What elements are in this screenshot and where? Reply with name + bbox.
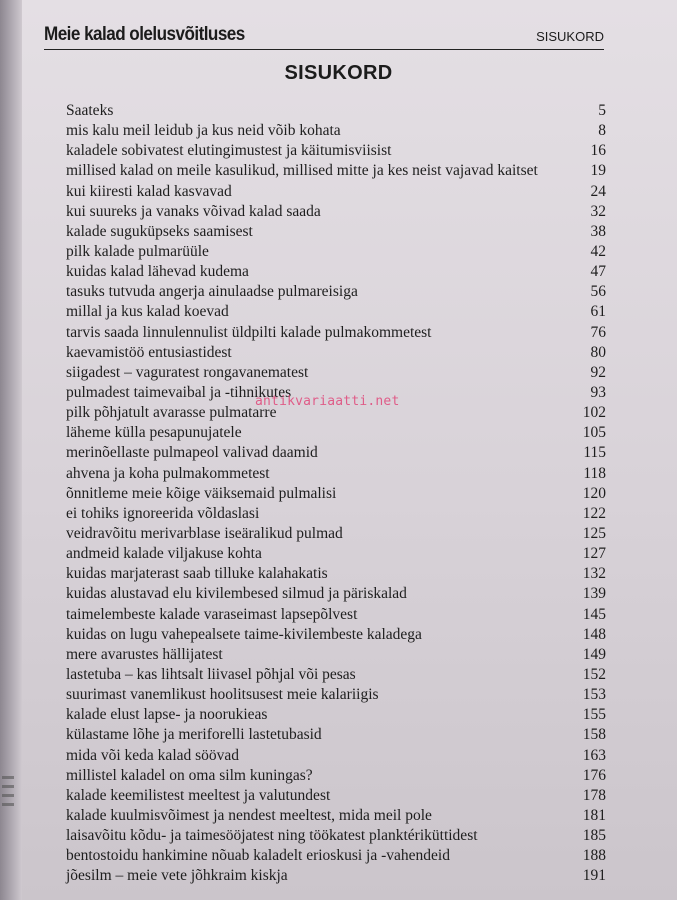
toc-entry-title: lastetuba – kas lihtsalt liivasel põhjal või pesas xyxy=(66,665,356,683)
page-title: SISUKORD xyxy=(284,62,393,84)
toc-entry xyxy=(66,484,606,504)
toc-entry-title: ei tohiks ignoreerida võldaslasi xyxy=(66,504,260,522)
toc-entry-page-number: 158 xyxy=(582,726,606,744)
toc-entry-page-number: 139 xyxy=(582,585,606,603)
toc-entry xyxy=(66,302,606,322)
toc-entry-title: kui kiiresti kalad kasvavad xyxy=(66,182,232,200)
toc-entry xyxy=(66,262,606,282)
running-header xyxy=(44,22,604,50)
toc-entry-page-number: 105 xyxy=(582,424,606,442)
toc-entry-page-number: 152 xyxy=(582,665,606,683)
toc-entry-title: kalade kuulmisvõimest ja nendest meeltest, mida meil pole xyxy=(66,806,432,824)
toc-entry-page-number: 92 xyxy=(590,363,606,381)
toc-entry xyxy=(66,806,606,826)
toc-entry xyxy=(66,846,606,866)
toc-entry-title: pilk kalade pulmarüüle xyxy=(66,242,209,260)
toc-entry xyxy=(66,826,606,846)
toc-entry-title: mere avarustes hällijatest xyxy=(66,645,223,663)
toc-entry-title: kaevamistöö entusiastidest xyxy=(66,343,232,361)
toc-entry-title: bentostoidu hankimine nõuab kaladelt erioskusi ja -vahendeid xyxy=(66,847,450,865)
toc-entry xyxy=(66,665,606,685)
toc-entry-title: kuidas kalad lähevad kudema xyxy=(66,263,249,281)
toc-entry-page-number: 120 xyxy=(582,484,606,502)
toc-entry-page-number: 80 xyxy=(590,343,606,361)
margin-marks xyxy=(2,770,20,830)
toc-entry-title: siigadest – vaguratest rongavanematest xyxy=(66,363,309,381)
toc-entry-title: kui suureks ja vanaks võivad kalad saada xyxy=(66,202,321,220)
toc-entry-page-number: 191 xyxy=(582,867,606,885)
toc-entry-page-number: 93 xyxy=(590,383,606,401)
toc-entry-title: tarvis saada linnulennulist üldpilti kalade pulmakommetest xyxy=(66,323,432,341)
toc-entry-page-number: 38 xyxy=(590,222,606,240)
toc-entry xyxy=(66,685,606,705)
toc-entry xyxy=(66,746,606,766)
toc-entry xyxy=(66,625,606,645)
toc-entry-page-number: 188 xyxy=(582,847,606,865)
toc-entry xyxy=(66,161,606,181)
toc-entry xyxy=(66,141,606,161)
section-label: SISUKORD xyxy=(536,29,604,44)
toc-entry xyxy=(66,605,606,625)
toc-entry-page-number: 8 xyxy=(598,122,606,140)
toc-entry-page-number: 32 xyxy=(590,202,606,220)
toc-entry-page-number: 153 xyxy=(582,686,606,704)
toc-entry-title: jõesilm – meie vete jõhkraim kiskja xyxy=(66,867,288,885)
toc-entry-page-number: 102 xyxy=(582,404,606,422)
toc-entry-title: andmeid kalade viljakuse kohta xyxy=(66,545,262,563)
toc-entry-title: Saateks xyxy=(66,102,114,119)
toc-entry-title: kuidas marjaterast saab tilluke kalahakatis xyxy=(66,565,328,583)
toc-entry xyxy=(66,182,606,202)
toc-entry xyxy=(66,423,606,443)
toc-entry-title: mida või keda kalad söövad xyxy=(66,746,240,764)
toc-entry-page-number: 127 xyxy=(582,545,606,563)
toc-entry xyxy=(66,101,606,121)
toc-entry xyxy=(66,464,606,484)
toc-entry xyxy=(66,786,606,806)
toc-entry-page-number: 178 xyxy=(582,786,606,804)
toc-entry-page-number: 155 xyxy=(582,706,606,724)
toc-entry-title: pulmadest taimevaibal ja -tihnikutes xyxy=(66,383,292,401)
toc-entry-page-number: 132 xyxy=(582,565,606,583)
toc-entry xyxy=(66,725,606,745)
toc-entry-page-number: 19 xyxy=(590,162,606,180)
toc-entry xyxy=(66,766,606,786)
table-of-contents xyxy=(66,101,606,886)
book-gutter xyxy=(0,0,22,900)
toc-entry-title: millised kalad on meile kasulikud, millised mitte ja kes neist vajavad kaitset xyxy=(66,162,538,180)
book-title: Meie kalad olelusvõitluses xyxy=(44,24,245,45)
toc-entry-page-number: 61 xyxy=(590,303,606,321)
toc-entry-page-number: 122 xyxy=(582,504,606,522)
toc-entry xyxy=(66,544,606,564)
toc-entry xyxy=(66,282,606,302)
toc-entry xyxy=(66,323,606,343)
toc-entry xyxy=(66,443,606,463)
toc-entry-page-number: 118 xyxy=(583,464,606,482)
toc-entry-page-number: 145 xyxy=(582,605,606,623)
toc-entry xyxy=(66,524,606,544)
toc-entry xyxy=(66,242,606,262)
toc-entry xyxy=(66,504,606,524)
toc-entry xyxy=(66,202,606,222)
toc-entry-title: millal ja kus kalad koevad xyxy=(66,303,229,321)
toc-entry-page-number: 181 xyxy=(582,806,606,824)
toc-entry-title: kalade suguküpseks saamisest xyxy=(66,222,253,240)
toc-entry-page-number: 163 xyxy=(582,746,606,764)
toc-entry-title: veidravõitu merivarblase iseäralikud pulmad xyxy=(66,524,343,542)
toc-entry-title: külastame lõhe ja meriforelli lastetubasid xyxy=(66,726,322,744)
toc-entry xyxy=(66,584,606,604)
toc-entry-title: merinõellaste pulmapeol valivad daamid xyxy=(66,444,318,462)
toc-entry xyxy=(66,866,606,886)
toc-entry-page-number: 16 xyxy=(590,142,606,160)
toc-entry-title: kalade keemilistest meeltest ja valutundest xyxy=(66,786,331,804)
toc-entry-title: pilk põhjatult avarasse pulmatarre xyxy=(66,404,277,422)
toc-entry-page-number: 149 xyxy=(582,645,606,663)
toc-entry-title: mis kalu meil leidub ja kus neid võib kohata xyxy=(66,122,341,140)
toc-entry xyxy=(66,645,606,665)
toc-entry xyxy=(66,121,606,141)
toc-entry-page-number: 24 xyxy=(590,182,606,200)
toc-entry-page-number: 185 xyxy=(582,827,606,845)
toc-entry-page-number: 42 xyxy=(590,242,606,260)
toc-entry-title: suurimast vanemlikust hoolitsusest meie kalariigis xyxy=(66,686,379,704)
toc-entry-title: läheme külla pesapunujatele xyxy=(66,424,242,442)
toc-entry xyxy=(66,222,606,242)
toc-entry-title: kuidas alustavad elu kivilembesed silmud ja päriskalad xyxy=(66,585,407,603)
toc-entry xyxy=(66,343,606,363)
toc-entry-title: õnnitleme meie kõige väiksemaid pulmalisi xyxy=(66,484,337,502)
toc-entry-page-number: 56 xyxy=(590,283,606,301)
toc-entry-page-number: 176 xyxy=(582,766,606,784)
toc-entry-page-number: 125 xyxy=(582,524,606,542)
toc-entry-title: kaladele sobivatest elutingimustest ja käitumisviisist xyxy=(66,142,392,160)
toc-entry-title: millistel kaladel on oma silm kuningas? xyxy=(66,766,313,784)
toc-entry-page-number: 47 xyxy=(590,263,606,281)
toc-entry-title: laisavõitu kõdu- ja taimesööjatest ning töökatest planktériküttidest xyxy=(66,827,478,845)
toc-entry-title: tasuks tutvuda angerja ainulaadse pulmareisiga xyxy=(66,283,358,301)
toc-entry-page-number: 5 xyxy=(598,102,606,119)
toc-entry xyxy=(66,705,606,725)
toc-entry xyxy=(66,564,606,584)
toc-entry-page-number: 115 xyxy=(583,444,606,462)
toc-entry-page-number: 76 xyxy=(590,323,606,341)
toc-entry-title: kalade elust lapse- ja noorukieas xyxy=(66,706,268,724)
toc-entry-title: taimelembeste kalade varaseimast lapsepõlvest xyxy=(66,605,358,623)
toc-entry-title: kuidas on lugu vahepealsete taime-kivilembeste kaladega xyxy=(66,625,422,643)
watermark: antikvariaatti.net xyxy=(255,394,400,409)
toc-entry xyxy=(66,363,606,383)
toc-entry-title: ahvena ja koha pulmakommetest xyxy=(66,464,270,482)
toc-entry-page-number: 148 xyxy=(582,625,606,643)
